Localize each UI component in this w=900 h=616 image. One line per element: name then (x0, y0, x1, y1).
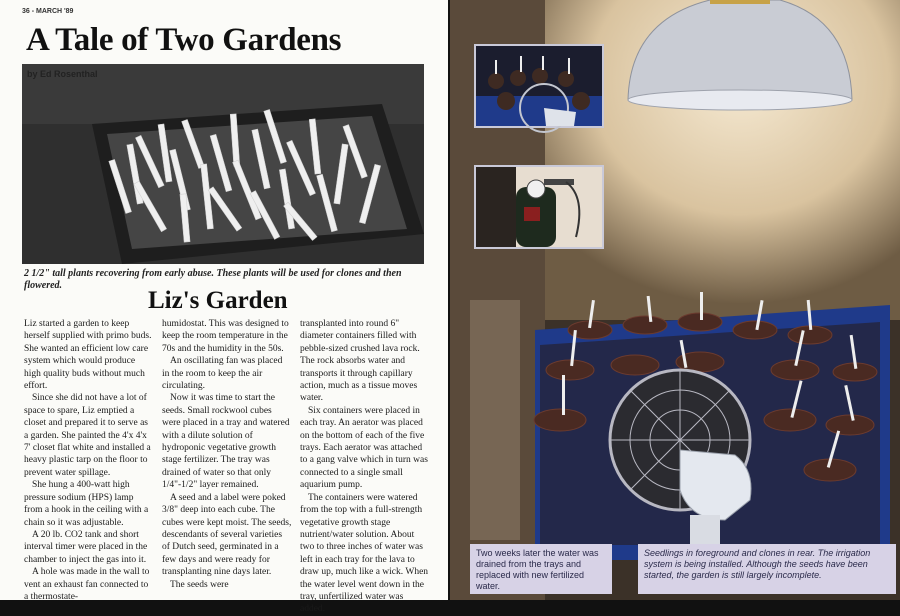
text-column-2 (162, 318, 292, 591)
page-folio: 36 - MARCH '89 (22, 8, 74, 15)
paragraph: An oscillating fan was placed in the room to keep the air circulating. (162, 356, 283, 392)
paragraph: Liz started a garden to keep herself supplied with primo buds. She wanted an efficient low care system which would produce high quality buds without much effort. (24, 319, 152, 392)
co2-tank-image (476, 167, 602, 247)
paragraph: Since she did not have a lot of space to spare, Liz emptied a closet and prepared it to serve as a garden. She painted the 4'x 4'x 7' closet flat white and installed a heavy plastic tarp on the floor to prevent water spillage. (24, 393, 151, 478)
paragraph: A seed and a label were poked 3/8" deep into each cube. The cubes were kept moist. The seeds, descendants of several varieties of Dutch seed, germinated in a few days and were ready for transplanting nine days later. (162, 492, 292, 578)
main-photo-caption: 2 1/2" tall plants recovering from early abuse. These plants will be used for clones and then flowered. (24, 268, 402, 291)
article-title: A Tale of Two Gardens (26, 22, 342, 58)
paragraph: She hung a 400-watt high pressure sodium (HPS) lamp from a hook in the ceiling with a chain so it was adjustable. (24, 480, 149, 528)
inset-photo-co2-regulator (474, 165, 604, 249)
article-byline: by Ed Rosenthal (27, 69, 98, 79)
paragraph: humidostat. This was designed to keep the room temperature in the 70s and the humidity in the 50s. (162, 319, 289, 354)
trays-fan-image (476, 46, 602, 126)
text-column-1 (24, 318, 154, 603)
caption-water-drained: Two weeks later the water was drained from the trays and replaced with new fertilized water. (470, 544, 612, 594)
section-heading: Liz's Garden (148, 287, 288, 314)
inset-photo-trays (474, 44, 604, 128)
paragraph: transplanted into round 6" diameter containers filled with pebble-sized crushed lava rock. The rock absorbs water and transports it through capillary action, much as a tissue moves water. (300, 319, 420, 404)
paragraph: Now it was time to start the seeds. Small rockwool cubes were placed in a tray and watered with a dilute solution of hydroponic vegetative growth stage fertilizer. The tray was drained of water so that only 1/4"-1/2" layer remained. (162, 393, 290, 491)
paragraph: Six containers were placed in each tray. An aerator was placed on the bottom of each of the five trays. Each aerator was attached to a gang valve which in turn was connected to a single small aquarium pump. (300, 405, 428, 491)
paragraph: A 20 lb. CO2 tank and short interval timer were placed in the chamber to inject the gas into it. (24, 529, 148, 565)
paragraph: The containers were watered from the top with a full-strength vegetative growth stage nutrient/water solution. About two to three inches of water was left in each tray for the lava to draw up, much like a wick. When the water level went down in the tray, unfertilized water was added. (300, 492, 429, 615)
caption-seedlings-clones: Seedlings in foreground and clones in rear. The irrigation system is being installed. Although the seeds have been started, the garden is still largely incomplete. (638, 544, 896, 594)
right-page (450, 0, 900, 600)
paragraph: The seeds were (170, 579, 229, 590)
left-page (0, 0, 448, 615)
text-column-3 (300, 318, 430, 616)
main-photo-seedlings (22, 64, 424, 264)
paragraph: A hole was made in the wall to vent an exhaust fan connected to a thermostate- (24, 567, 150, 602)
seedlings-tray-image (22, 64, 424, 264)
